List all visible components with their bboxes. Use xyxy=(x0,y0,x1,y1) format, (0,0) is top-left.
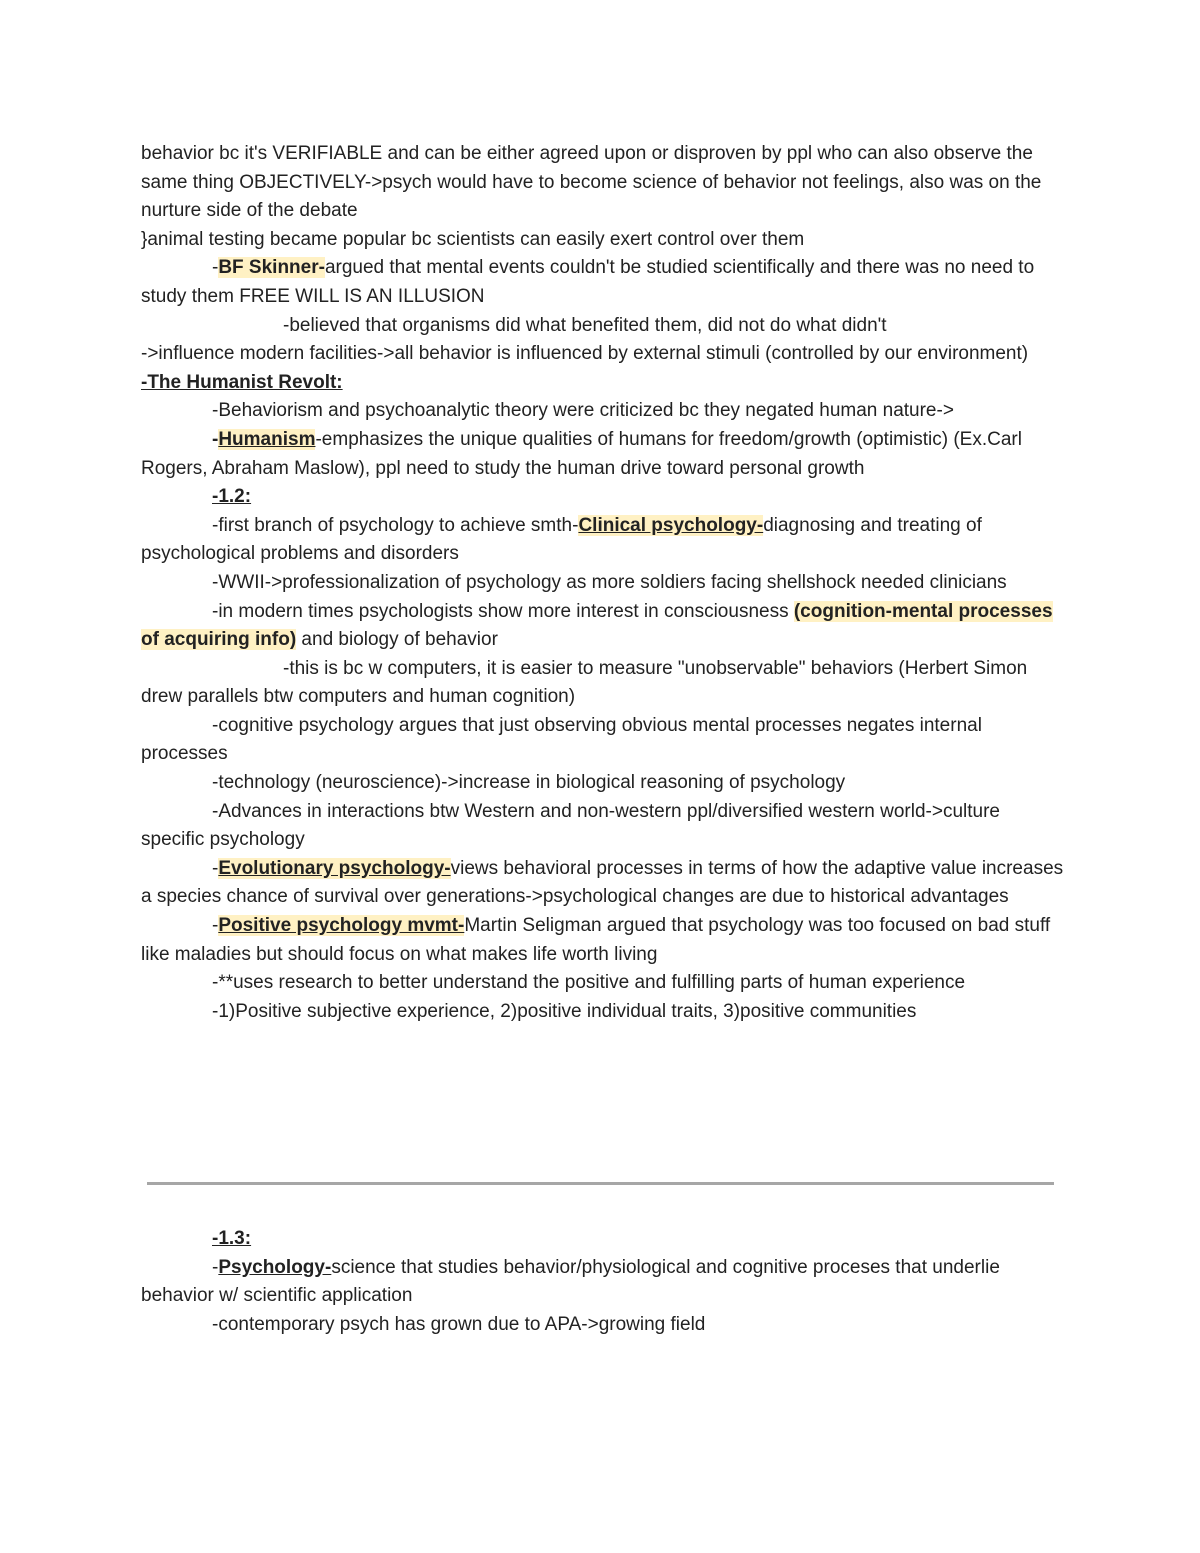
dash: - xyxy=(212,1256,219,1278)
heading-1-3-text: -1.3: xyxy=(212,1228,252,1249)
dash: - xyxy=(212,428,219,450)
clinical-pre: -first branch of psychology to achieve smth- xyxy=(212,514,579,536)
psychology-text: science that studies behavior/physiological and cognitive proceses that underlie behavior w/ scientific application xyxy=(141,1256,1000,1307)
term-humanism: Humanism xyxy=(218,428,316,450)
paragraph-organisms: -believed that organisms did what benefited them, did not do what didn't xyxy=(283,314,887,336)
term-psychology: Psychology- xyxy=(218,1256,332,1278)
heading-1-3 xyxy=(141,1225,1066,1254)
term-positive-psychology: Positive psychology mvmt- xyxy=(218,915,465,937)
paragraph-influence: ->influence modern facilities->all behavior is influenced by external stimuli (controlled by our environment) xyxy=(141,343,1029,365)
term-bf-skinner: BF Skinner- xyxy=(218,257,325,279)
paragraph-positive xyxy=(141,912,1066,969)
paragraph-computers: -this is bc w computers, it is easier to measure "unobservable" behaviors (Herbert Simon drew parallels btw computers and human cognition) xyxy=(141,657,1028,708)
term-evolutionary-psychology: Evolutionary psychology- xyxy=(218,857,451,879)
section-1-3 xyxy=(141,1225,1066,1339)
dash: - xyxy=(212,915,219,937)
paragraph-behavior: behavior bc it's VERIFIABLE and can be either agreed upon or disproven by ppl who can also observe the same thing OBJECTIVELY->psych would have to become science of behavior not feelings, also was on the nurture side of the debate xyxy=(141,143,1042,222)
paragraph-psychology-def xyxy=(141,1254,1066,1311)
horizontal-divider xyxy=(147,1182,1054,1185)
paragraph-wwii: -WWII->professionalization of psychology as more soldiers facing shellshock needed clinicians xyxy=(212,571,1007,593)
paragraph-positive-list: -1)Positive subjective experience, 2)positive individual traits, 3)positive communities xyxy=(212,1000,917,1022)
paragraph-contemporary: -contemporary psych has grown due to APA->growing field xyxy=(212,1313,706,1335)
heading-humanist-revolt: -The Humanist Revolt: xyxy=(141,371,343,393)
paragraph-humanism xyxy=(141,426,1066,483)
skinner-text: argued that mental events couldn't be studied scientifically and there was no need to study them FREE WILL IS AN ILLUSION xyxy=(141,257,1035,307)
paragraph-animal-testing: }animal testing became popular bc scientists can easily exert control over them xyxy=(141,228,805,250)
consciousness-pre: -in modern times psychologists show more interest in consciousness xyxy=(212,600,794,622)
paragraph-cognitive: -cognitive psychology argues that just observing obvious mental processes negates internal processes xyxy=(141,714,982,765)
heading-1-2-text: -1.2: xyxy=(212,486,252,508)
paragraph-skinner xyxy=(141,254,1066,311)
clinical-text: diagnosing and treating of psychological problems and disorders xyxy=(141,514,982,565)
positive-text: Martin Seligman argued that psychology was too focused on bad stuff like maladies but should focus on what makes life worth living xyxy=(141,915,1051,965)
term-clinical-psychology: Clinical psychology- xyxy=(578,514,764,536)
evolutionary-text: views behavioral processes in terms of how the adaptive value increases a species chance of survival over generations->psychological changes are due to historical advantages xyxy=(141,857,1064,908)
paragraph-research: -**uses research to better understand the positive and fulfilling parts of human experience xyxy=(212,972,966,994)
consciousness-text: and biology of behavior xyxy=(296,629,498,651)
dash: - xyxy=(212,257,219,279)
term-cognition: (cognition-mental processes of acquiring info) xyxy=(141,600,1053,651)
dash: - xyxy=(212,857,219,879)
heading-1-2 xyxy=(141,483,1066,512)
paragraph-advances: -Advances in interactions btw Western and non-western ppl/diversified western world->culture specific psychology xyxy=(141,800,1000,851)
paragraph-evolutionary xyxy=(141,855,1066,912)
paragraph-clinical xyxy=(141,512,1066,569)
humanism-text: -emphasizes the unique qualities of humans for freedom/growth (optimistic) (Ex.Carl Rogers, Abraham Maslow), ppl need to study the human drive toward personal growth xyxy=(141,428,1022,479)
paragraph-behaviorism: -Behaviorism and psychoanalytic theory were criticized bc they negated human nature-> xyxy=(212,400,954,422)
paragraph-consciousness xyxy=(141,598,1066,655)
paragraph-technology: -technology (neuroscience)->increase in biological reasoning of psychology xyxy=(212,772,846,794)
document-body xyxy=(141,140,1066,1026)
